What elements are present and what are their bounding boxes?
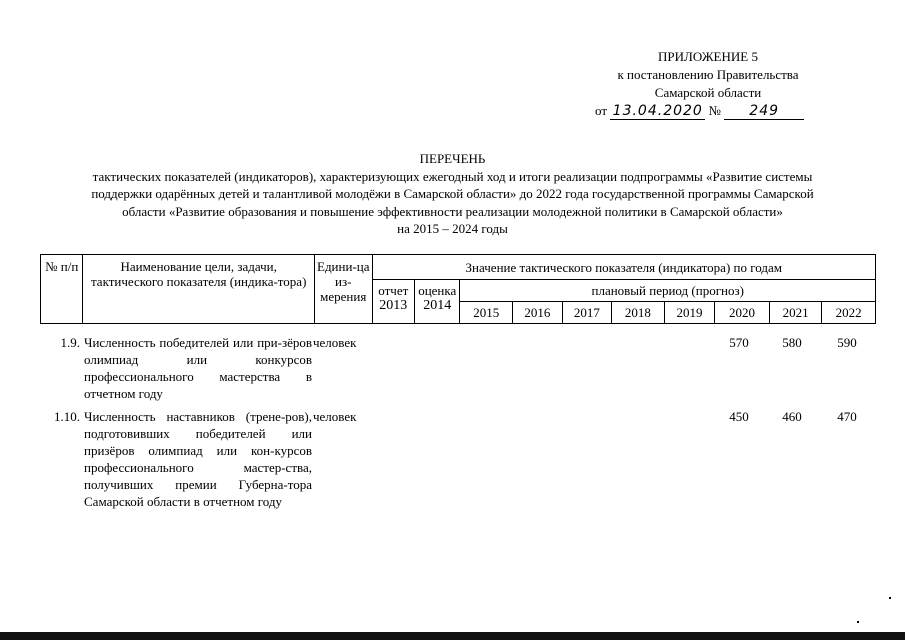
header-year: 2018 [612, 302, 665, 324]
header-report-year: 2013 [379, 298, 408, 313]
row-value-2021: 460 [782, 409, 802, 424]
row-indicator-name: Численность наставников (трене-ров), подготовивших победителей или призёров олимпиад или кон-курсов профессионального мастер-ства, получивших премии Губерна-тора Самарской области в отчетном году [84, 409, 312, 509]
row-unit: человек [313, 409, 357, 424]
header-year: 2015 [460, 302, 513, 324]
row-indicator-name: Численность победителей или при-зёров олимпиад или конкурсов профессионального мастерства в отчетном году [84, 335, 312, 401]
heading-line2: поддержки одарённых детей и талантливой молодёжи в Самарской области» до 2022 года государственной программы Самарской [91, 186, 814, 201]
heading-line3: области «Развитие образования и повышение эффективности реализации молодежной политики в Самарской области» [122, 203, 783, 219]
row-value-2022: 470 [837, 409, 857, 424]
scan-edge-bar [0, 632, 905, 640]
row-value-2022: 590 [837, 335, 857, 350]
appendix-title: ПРИЛОЖЕНИЕ 5 [658, 49, 758, 64]
heading-title: ПЕРЕЧЕНЬ [419, 151, 486, 166]
header-report-label: отчет [378, 283, 409, 298]
header-estimate-year: 2014 [423, 298, 452, 313]
row-value-2021: 580 [782, 335, 802, 350]
header-report [372, 280, 414, 324]
row-value-2020: 570 [729, 335, 749, 350]
header-year: 2016 [513, 302, 563, 324]
scan-speck [857, 621, 859, 623]
header-year: 2022 [822, 302, 876, 324]
indicators-table-header [40, 254, 876, 324]
header-year: 2021 [769, 302, 822, 324]
number-label: № [708, 103, 721, 118]
heading-line1: тактических показателей (индикаторов), характеризующих ежегодный ход и итоги реализации подпрограммы «Развитие системы [92, 168, 813, 184]
header-year: 2020 [715, 302, 770, 324]
header-num: № п/п [41, 255, 83, 324]
appendix-line2: Самарской области [654, 85, 762, 100]
row-number: 1.10. [54, 409, 80, 424]
appendix-block [593, 48, 823, 120]
header-name: Наименование цели, задачи, тактического показателя (индика-тора) [83, 255, 314, 324]
row-value-2020: 450 [729, 409, 749, 424]
decree-date: 13.04.2020 [610, 104, 705, 120]
from-label: от [595, 103, 608, 118]
scan-speck [889, 597, 891, 599]
header-year: 2019 [664, 302, 715, 324]
header-plan: плановый период (прогноз) [460, 280, 876, 302]
header-year: 2017 [562, 302, 612, 324]
document-heading [20, 150, 885, 238]
heading-line4: на 2015 – 2024 годы [397, 221, 508, 236]
row-number: 1.9. [60, 335, 80, 350]
appendix-line1: к постановлению Правительства [617, 67, 799, 82]
decree-line [593, 102, 823, 120]
header-estimate [415, 280, 460, 324]
header-unit: Едини-ца из-мерения [314, 255, 372, 324]
header-values: Значение тактического показателя (индикатора) по годам [372, 255, 875, 280]
decree-number: 249 [724, 104, 804, 120]
row-unit: человек [313, 335, 357, 350]
header-estimate-label: оценка [418, 283, 457, 298]
